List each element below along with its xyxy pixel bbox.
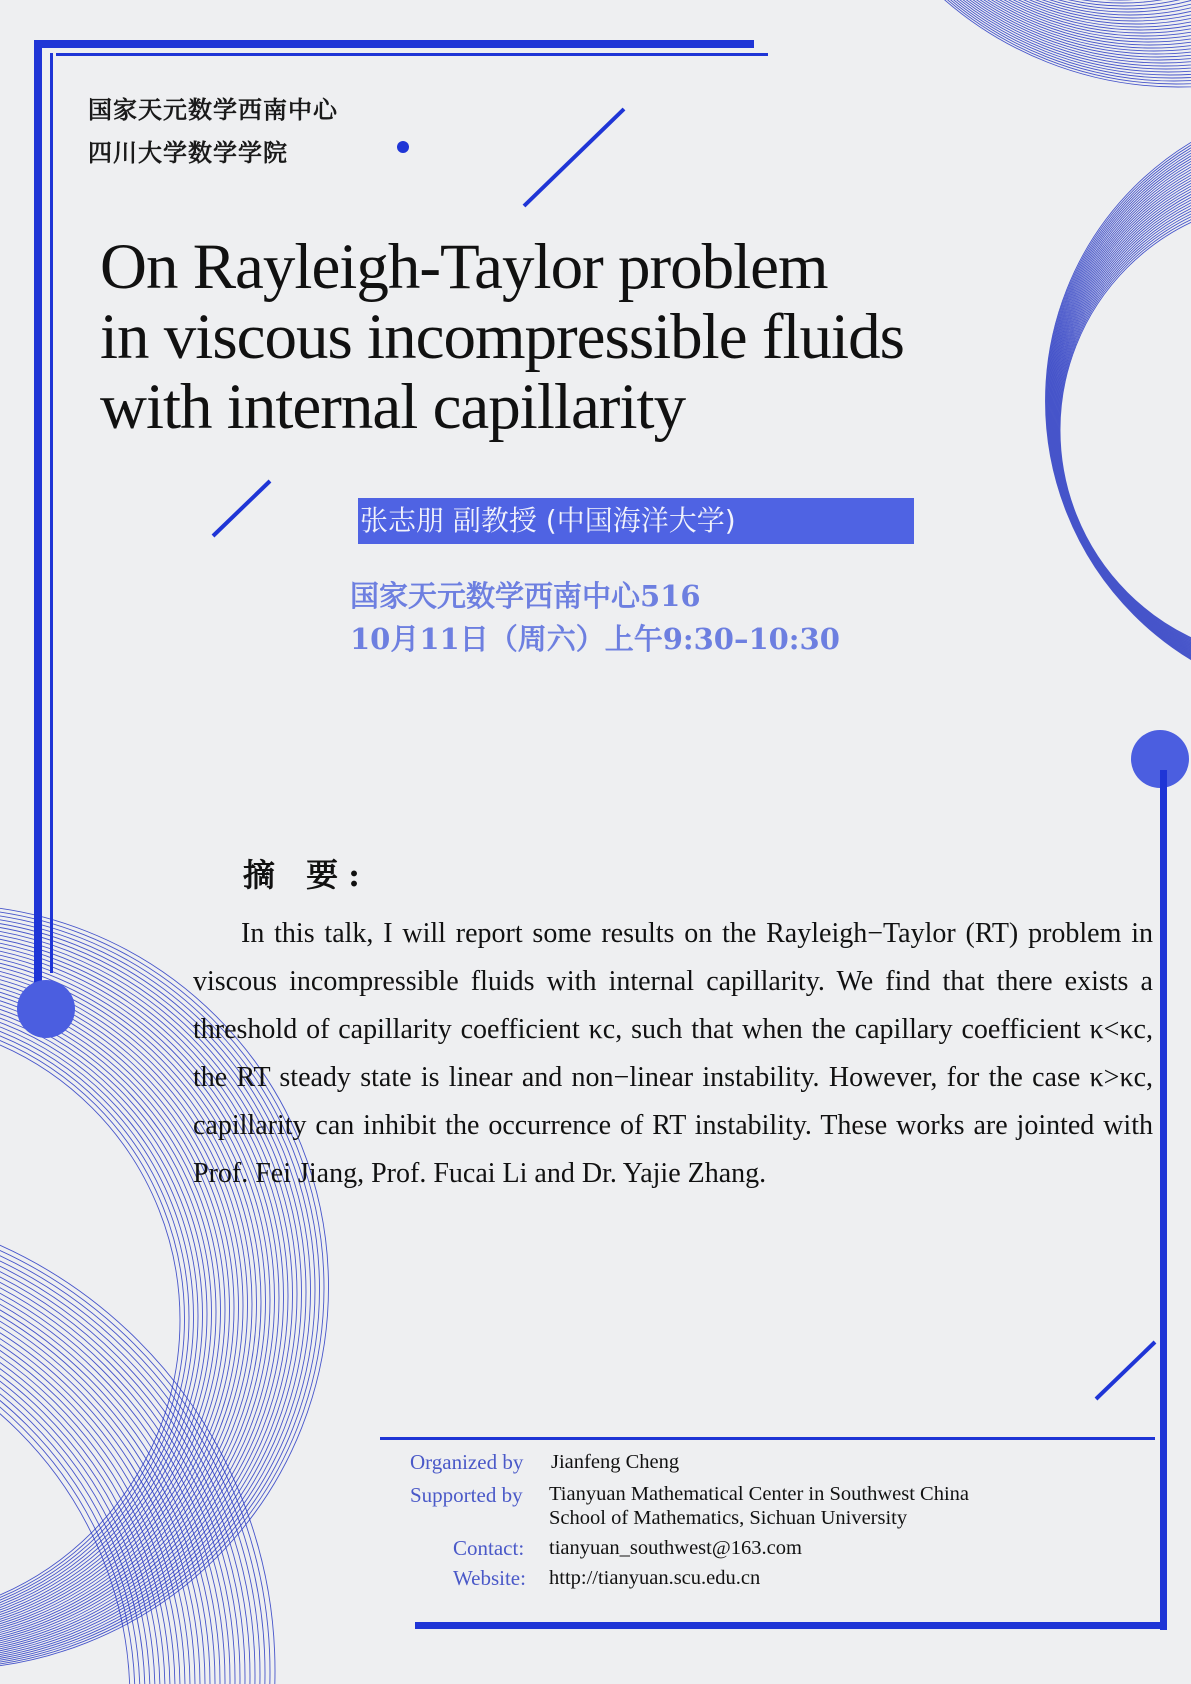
speaker-banner: 张志朋 副教授 (中国海洋大学) (358, 498, 914, 544)
institution-2: 四川大学数学学院 (88, 138, 288, 167)
talk-title (100, 232, 960, 442)
organized-value: Jianfeng Cheng (551, 1451, 680, 1473)
time: 10月11日（周六）上午9:30–10:30 (350, 622, 840, 656)
slash-bottom-right (1096, 1342, 1155, 1399)
contact-label: Contact: (453, 1536, 525, 1560)
supported-value-2: School of Mathematics, Sichuan University (549, 1507, 908, 1529)
website-link[interactable]: http://tianyuan.scu.edu.cn (549, 1567, 761, 1589)
organized-label: Organized by (410, 1450, 524, 1474)
title-line-1: On Rayleigh-Taylor problem (100, 231, 828, 303)
institution-1: 国家天元数学西南中心 (88, 95, 338, 124)
website-label: Website: (453, 1566, 526, 1590)
title-line-2: in viscous incompressible fluids (100, 301, 904, 373)
slash-mid (213, 481, 270, 536)
abstract-text: In this talk, I will report some results on the Rayleigh−Taylor (RT) problem in viscous incompressible fluids with internal capillarity. We find that there exists a threshold of capillarity coefficient κc, such that when the capillary coefficient κ<κc, the RT steady state is linear and non−linear instability. However, for the case κ>κc, capillarity can inhibit the occurrence of RT instability. These works are jointed with Prof. Fei Jiang, Prof. Fucai Li and Dr. Yajie Zhang. (193, 918, 1153, 1189)
title-line-3: with internal capillarity (100, 371, 686, 443)
contact-email[interactable]: tianyuan_southwest@163.com (549, 1537, 802, 1559)
supported-label: Supported by (410, 1483, 523, 1507)
slash-top (524, 109, 624, 206)
venue: 国家天元数学西南中心516 (350, 579, 701, 613)
abstract-heading: 摘 要: (243, 856, 370, 894)
supported-value-1: Tianyuan Mathematical Center in Southwest China (549, 1483, 969, 1505)
